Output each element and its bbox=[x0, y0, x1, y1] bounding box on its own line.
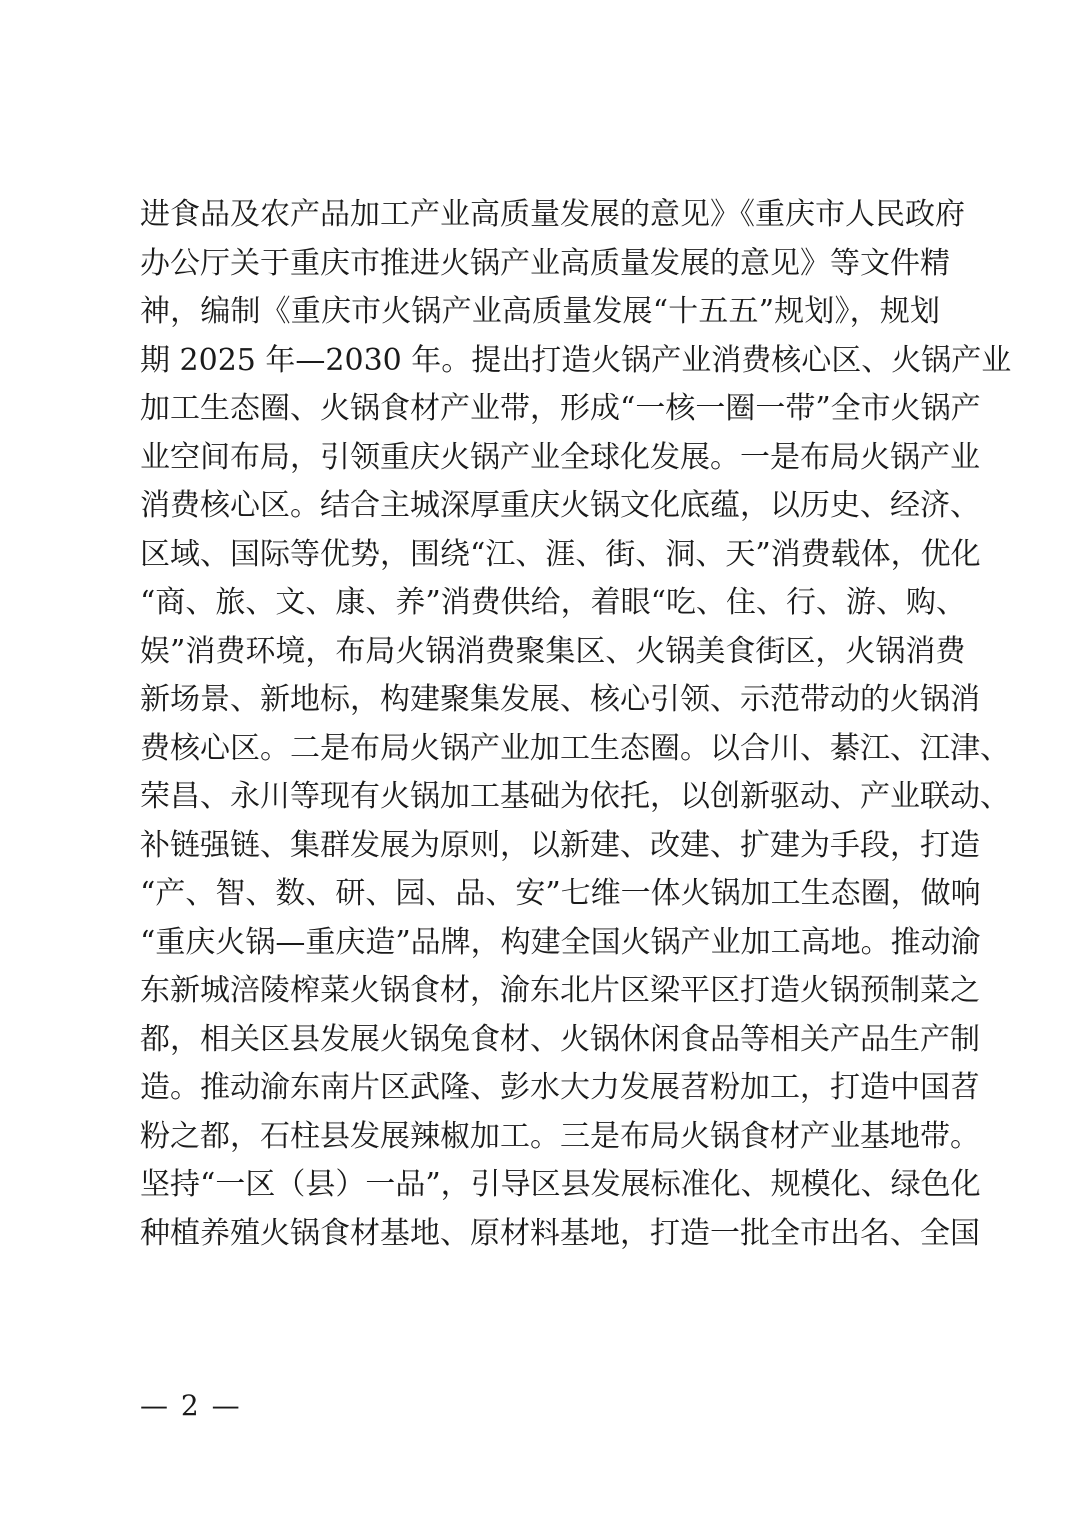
page-number: — 2 — bbox=[140, 1389, 242, 1422]
text-line: 都，相关区县发展火锅兔食材、火锅休闲食品等相关产品生产制 bbox=[140, 1021, 980, 1057]
text-line: 期 2025 年—2030 年。提出打造火锅产业消费核心区、火锅产业 bbox=[140, 342, 1012, 378]
text-line: “产、智、数、研、园、品、安”七维一体火锅加工生态圈，做响 bbox=[140, 876, 981, 911]
text-line: 神，编制《重庆市火锅产业高质量发展“十五五”规划》，规划 bbox=[140, 294, 940, 329]
text-line: 费核心区。二是布局火锅产业加工生态圈。以合川、綦江、江津、 bbox=[140, 730, 1010, 766]
text-line: 消费核心区。结合主城深厚重庆火锅文化底蕴，以历史、经济、 bbox=[140, 488, 980, 523]
text-line: 补链强链、集群发展为原则，以新建、改建、扩建为手段，打造 bbox=[140, 827, 980, 863]
text-line: “重庆火锅—重庆造”品牌，构建全国火锅产业加工高地。推动渝 bbox=[140, 924, 981, 960]
text-line: 坚持“一区（县）一品”，引导区县发展标准化、规模化、绿色化 bbox=[140, 1167, 981, 1202]
text-line: 进食品及农产品加工产业高质量发展的意见》《重庆市人民政府 bbox=[140, 197, 965, 232]
text-line: 区域、国际等优势，围绕“江、涯、街、洞、天”消费载体，优化 bbox=[140, 536, 981, 572]
text-line: 荣昌、永川等现有火锅加工基础为依托，以创新驱动、产业联动、 bbox=[140, 779, 1010, 814]
body-paragraph bbox=[140, 191, 1012, 1258]
text-line: 娱”消费环境，布局火锅消费聚集区、火锅美食街区，火锅消费 bbox=[140, 633, 966, 669]
text-line: “商、旅、文、康、养”消费供给，着眼“吃、住、行、游、购、 bbox=[140, 585, 967, 620]
text-line: 造。推动渝东南片区武隆、彭水大力发展苕粉加工，打造中国苕 bbox=[140, 1070, 980, 1105]
text-line: 新场景、新地标，构建聚集发展、核心引领、示范带动的火锅消 bbox=[140, 682, 980, 717]
text-line: 东新城涪陵榨菜火锅食材，渝东北片区梁平区打造火锅预制菜之 bbox=[140, 973, 980, 1008]
text-line: 加工生态圈、火锅食材产业带，形成“一核一圈一带”全市火锅产 bbox=[140, 391, 981, 426]
text-line: 业空间布局，引领重庆火锅产业全球化发展。一是布局火锅产业 bbox=[140, 439, 980, 475]
text-line: 办公厅关于重庆市推进火锅产业高质量发展的意见》等文件精 bbox=[140, 245, 950, 281]
text-line: 粉之都，石柱县发展辣椒加工。三是布局火锅食材产业基地带。 bbox=[140, 1118, 980, 1154]
text-line: 种植养殖火锅食材基地、原材料基地，打造一批全市出名、全国 bbox=[140, 1215, 980, 1251]
